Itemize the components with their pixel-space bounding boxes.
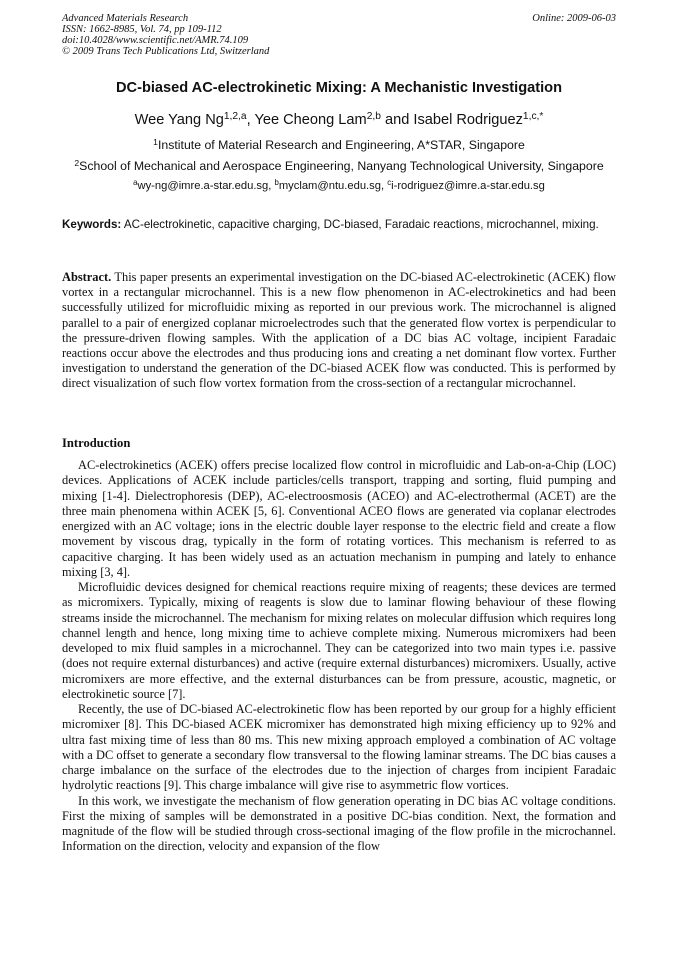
affiliation-mark: 2 bbox=[74, 158, 80, 169]
body-paragraph: Microfluidic devices designed for chemical reactions require mixing of reagents; these devices are termed as micromixers. Typically, mixing of reagents is slow due to laminar flowing behaviour of these flowing streams inside the microchannel. The mechanism for mixing relates on molecular diffusion which requires long channel length and hence, long mixing time to achieve complete mixing. Numerous micromixers had been developed to mix fluid samples in a microchannel. They can be categorized into two main types i.e. passive (does not require external disturbances) and active (require external disturbances) micromixers. Usually, active micromixers are more effective, and the external disturbances can be from pressure, acoustic, magnetic, or electrokinetic source [7]. bbox=[62, 580, 616, 701]
author-name: Wee Yang Ng bbox=[134, 112, 224, 128]
keywords-text: AC-electrokinetic, capacitive charging, DC-biased, Faradaic reactions, microchannel, mixing. bbox=[121, 218, 599, 231]
section-heading-introduction: Introduction bbox=[62, 436, 131, 450]
journal-issn: ISSN: 1662-8985, Vol. 74, pp 109-112 bbox=[62, 24, 222, 35]
journal-doi: doi:10.4028/www.scientific.net/AMR.74.109 bbox=[62, 35, 249, 46]
abstract-text: This paper presents an experimental investigation on the DC-biased AC-electrokinetic (ACEK) flow vortex in a rectangular microchannel. This is a new flow phenomenon in AC-electrokinetics and had been successfully utilized for microfluidic mixing as reported in our previous work. The microchannel is aligned parallel to a pair of energized coplanar microelectrodes such that the generated flow vortex is perpendicular to the pressure-driven flowing samples. With the application of a DC bias AC voltage, incipient Faradaic reactions occur above the electrodes and thus producing ions and creating a net dominant flow vortex. Further investigation to understand the generation of the DC-biased ACEK flow was conducted. This is performed by direct visualization of such flow vortex formation from the cross-section of a rectangular microchannel. bbox=[62, 270, 616, 391]
affiliation-mark: 1 bbox=[153, 137, 158, 148]
email-address[interactable]: myclam@ntu.edu.sg, bbox=[278, 180, 388, 192]
keywords-label: Keywords: bbox=[62, 218, 122, 231]
affiliation-text: Institute of Material Research and Engineering, A*STAR, Singapore bbox=[157, 138, 525, 152]
journal-name: Advanced Materials Research bbox=[62, 13, 189, 24]
author-list bbox=[62, 112, 616, 128]
email-mark: c bbox=[387, 178, 392, 188]
email-address[interactable]: wy-ng@imre.a-star.edu.sg, bbox=[137, 180, 275, 192]
abstract-label: Abstract. bbox=[62, 270, 112, 284]
author-affiliation-mark: 1,c,* bbox=[522, 111, 544, 123]
paper-title: DC-biased AC-electrokinetic Mixing: A Mechanistic Investigation bbox=[116, 80, 562, 96]
author-separator: and bbox=[380, 112, 414, 128]
affiliation-text: School of Mechanical and Aerospace Engineering, Nanyang Technological University, Singapore bbox=[79, 159, 604, 173]
author-affiliation-mark: 2,b bbox=[366, 111, 381, 123]
journal-copyright: © 2009 Trans Tech Publications Ltd, Switzerland bbox=[62, 46, 270, 57]
body-paragraph: In this work, we investigate the mechanism of flow generation operating in DC bias AC voltage conditions. First the mixing of samples will be demonstrated in a positive DC-bias condition. Next, the formation and magnitude of the flow will be studied through cross-sectional imaging of the flow profile in the microchannel. Information on the direction, velocity and expansion of the flow bbox=[62, 793, 616, 854]
author-affiliation-mark: 1,2,a bbox=[223, 111, 247, 123]
keywords bbox=[62, 218, 616, 232]
email-mark: b bbox=[274, 178, 279, 188]
journal-header bbox=[62, 13, 616, 57]
author-name: Yee Cheong Lam bbox=[254, 112, 367, 128]
introduction-body bbox=[62, 458, 616, 855]
email-address[interactable]: i-rodriguez@imre.a-star.edu.sg bbox=[391, 180, 545, 192]
author-separator: , bbox=[246, 112, 255, 128]
author-emails bbox=[62, 180, 616, 192]
abstract bbox=[62, 270, 616, 392]
body-paragraph: AC-electrokinetics (ACEK) offers precise localized flow control in microfluidic and Lab-on-a-Chip (LOC) devices. Applications of ACEK include particles/cells transport, trapping and sorting, fluid pumping and mixing [1-4]. Dielectrophoresis (DEP), AC-electroosmosis (ACEO) and AC-electrothermal (ACET) are the three main phenomena within ACEK [5, 6]. Conventional ACEO flows are generated via coplanar electrodes energized with an AC voltage; ions in the electric double layer response to the electric field and create a flow movement by viscous drag, typically in the form of rotating vortices. This mechanism is referred to as capacitive charging. It has been widely used as an actuation mechanism in pumping and lately to enhance mixing [3, 4]. bbox=[62, 458, 616, 579]
online-date: Online: 2009-06-03 bbox=[532, 13, 616, 24]
author-name: Isabel Rodriguez bbox=[413, 112, 523, 128]
email-mark: a bbox=[133, 178, 138, 188]
affiliation-1 bbox=[62, 138, 616, 152]
affiliation-2 bbox=[62, 159, 616, 173]
body-paragraph: Recently, the use of DC-biased AC-electrokinetic flow has been reported by our group for a highly efficient micromixer [8]. This DC-biased ACEK micromixer has demonstrated high mixing efficiency up to 92% and ultra fast mixing time of less than 80 ms. This new mixing approach employed a combination of AC voltage with a DC offset to generate a secondary flow transversal to the flowing laminar streams. The DC bias causes a charge imbalance on the surface of the electrodes due to the injection of charges from incipient Faradaic hydrolytic reactions [9]. This charge imbalance will give rise to asymmetric flow vortices. bbox=[62, 702, 616, 793]
